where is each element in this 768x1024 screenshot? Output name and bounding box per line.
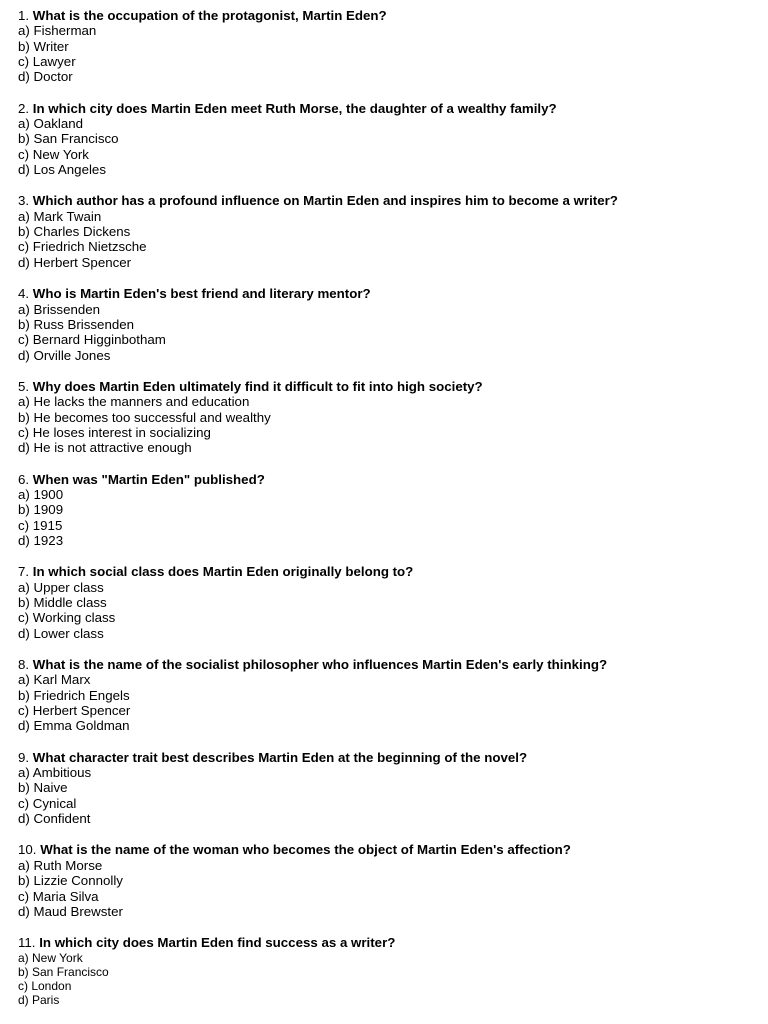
answer-option: b) Writer: [18, 38, 69, 54]
answer-option: b) Lizzie Connolly: [18, 873, 123, 889]
answer-option: b) San Francisco: [18, 131, 119, 147]
answer-option: d) Lower class: [18, 625, 104, 641]
question-number: 5.: [18, 378, 30, 394]
question-number: 3.: [18, 193, 30, 209]
spacer: [18, 456, 768, 472]
answer-option: a) Mark Twain: [18, 208, 102, 224]
question-1: [18, 8, 768, 85]
answer-option: d) Paris: [18, 993, 60, 1008]
answer-option: b) Charles Dickens: [18, 224, 131, 240]
answer-option: d) Doctor: [18, 69, 73, 85]
question-line: [18, 379, 768, 394]
answer-option: c) Working class: [18, 610, 116, 626]
answer-option: c) Lawyer: [18, 54, 76, 70]
question-text: Why does Martin Eden ultimately find it difficult to fit into high society?: [32, 378, 483, 394]
answer-option: b) San Francisco: [18, 964, 109, 979]
answer-option: d) Confident: [18, 811, 91, 827]
question-3: [18, 193, 768, 270]
question-number: 10.: [18, 842, 37, 858]
answer-option: c) Bernard Higginbotham: [18, 332, 166, 348]
question-number: 9.: [18, 749, 30, 765]
question-line: [18, 935, 768, 950]
question-4: [18, 286, 768, 363]
question-number: 2.: [18, 100, 30, 116]
answer-option: a) Oakland: [18, 116, 84, 132]
question-5: [18, 379, 768, 456]
question-line: [18, 842, 768, 857]
answer-option: b) 1909: [18, 502, 64, 518]
question-number: 8.: [18, 657, 30, 673]
answer-option: d) Los Angeles: [18, 162, 106, 178]
spacer: [18, 177, 768, 193]
answer-option: b) Naive: [18, 780, 68, 796]
answer-option: d) Herbert Spencer: [18, 254, 132, 270]
question-number: 1.: [18, 8, 30, 23]
answer-option: d) 1923: [18, 532, 64, 548]
question-11: [18, 935, 768, 1007]
answer-option: b) He becomes too successful and wealthy: [18, 409, 271, 425]
question-2: [18, 101, 768, 178]
question-text: In which social class does Martin Eden originally belong to?: [32, 564, 414, 580]
spacer: [18, 85, 768, 101]
question-9: [18, 750, 768, 827]
question-line: [18, 657, 768, 672]
answer-option: c) 1915: [18, 517, 63, 533]
question-number: 11.: [18, 935, 36, 951]
spacer: [18, 641, 768, 657]
question-7: [18, 564, 768, 641]
spacer: [18, 270, 768, 286]
answer-option: c) Herbert Spencer: [18, 703, 131, 719]
question-text: What is the name of the woman who becomes the object of Martin Eden's affection?: [40, 842, 571, 858]
answer-option: c) He loses interest in socializing: [18, 424, 211, 440]
answer-option: d) Maud Brewster: [18, 903, 123, 919]
answer-option: d) Orville Jones: [18, 347, 111, 363]
answer-option: a) Ruth Morse: [18, 857, 103, 873]
answer-option: a) He lacks the manners and education: [18, 394, 250, 410]
answer-option: a) Fisherman: [18, 23, 97, 39]
answer-option: a) Ambitious: [18, 765, 92, 781]
spacer: [18, 826, 768, 842]
spacer: [18, 548, 768, 564]
question-10: [18, 842, 768, 919]
question-text: What is the name of the socialist philosopher who influences Martin Eden's early thinking?: [32, 657, 608, 673]
question-number: 7.: [18, 564, 30, 580]
question-text: Who is Martin Eden's best friend and literary mentor?: [32, 286, 371, 302]
answer-option: a) Brissenden: [18, 301, 101, 317]
question-line: [18, 564, 768, 579]
question-line: [18, 8, 768, 23]
question-line: [18, 750, 768, 765]
answer-option: c) Friedrich Nietzsche: [18, 239, 147, 255]
answer-option: a) Karl Marx: [18, 672, 91, 688]
question-line: [18, 286, 768, 301]
answer-option: b) Friedrich Engels: [18, 687, 130, 703]
question-text: What character trait best describes Martin Eden at the beginning of the novel?: [32, 749, 528, 765]
question-text: What is the occupation of the protagonist, Martin Eden?: [32, 8, 387, 23]
answer-option: a) New York: [18, 950, 83, 965]
answer-option: c) Cynical: [18, 795, 77, 811]
answer-option: b) Middle class: [18, 595, 107, 610]
question-number: 6.: [18, 471, 30, 487]
answer-option: b) Russ Brissenden: [18, 316, 135, 332]
question-6: [18, 472, 768, 549]
question-line: [18, 472, 768, 487]
spacer: [18, 734, 768, 750]
answer-option: a) Upper class: [18, 579, 104, 595]
answer-option: a) 1900: [18, 486, 64, 502]
answer-option: c) London: [18, 978, 72, 993]
spacer: [18, 363, 768, 379]
question-text: When was "Martin Eden" published?: [32, 471, 265, 487]
question-text: In which city does Martin Eden meet Ruth Morse, the daughter of a wealthy family?: [32, 100, 557, 116]
answer-option: d) Emma Goldman: [18, 718, 130, 734]
question-8: [18, 657, 768, 734]
answer-option: d) He is not attractive enough: [18, 440, 192, 456]
question-number: 4.: [18, 286, 30, 302]
question-text: Which author has a profound influence on Martin Eden and inspires him to become a writer?: [32, 193, 618, 209]
question-line: [18, 101, 768, 116]
question-line: [18, 193, 768, 208]
spacer: [18, 919, 768, 935]
answer-option: c) New York: [18, 146, 89, 162]
question-text: In which city does Martin Eden find success as a writer?: [39, 935, 396, 951]
answer-option: c) Maria Silva: [18, 888, 99, 904]
